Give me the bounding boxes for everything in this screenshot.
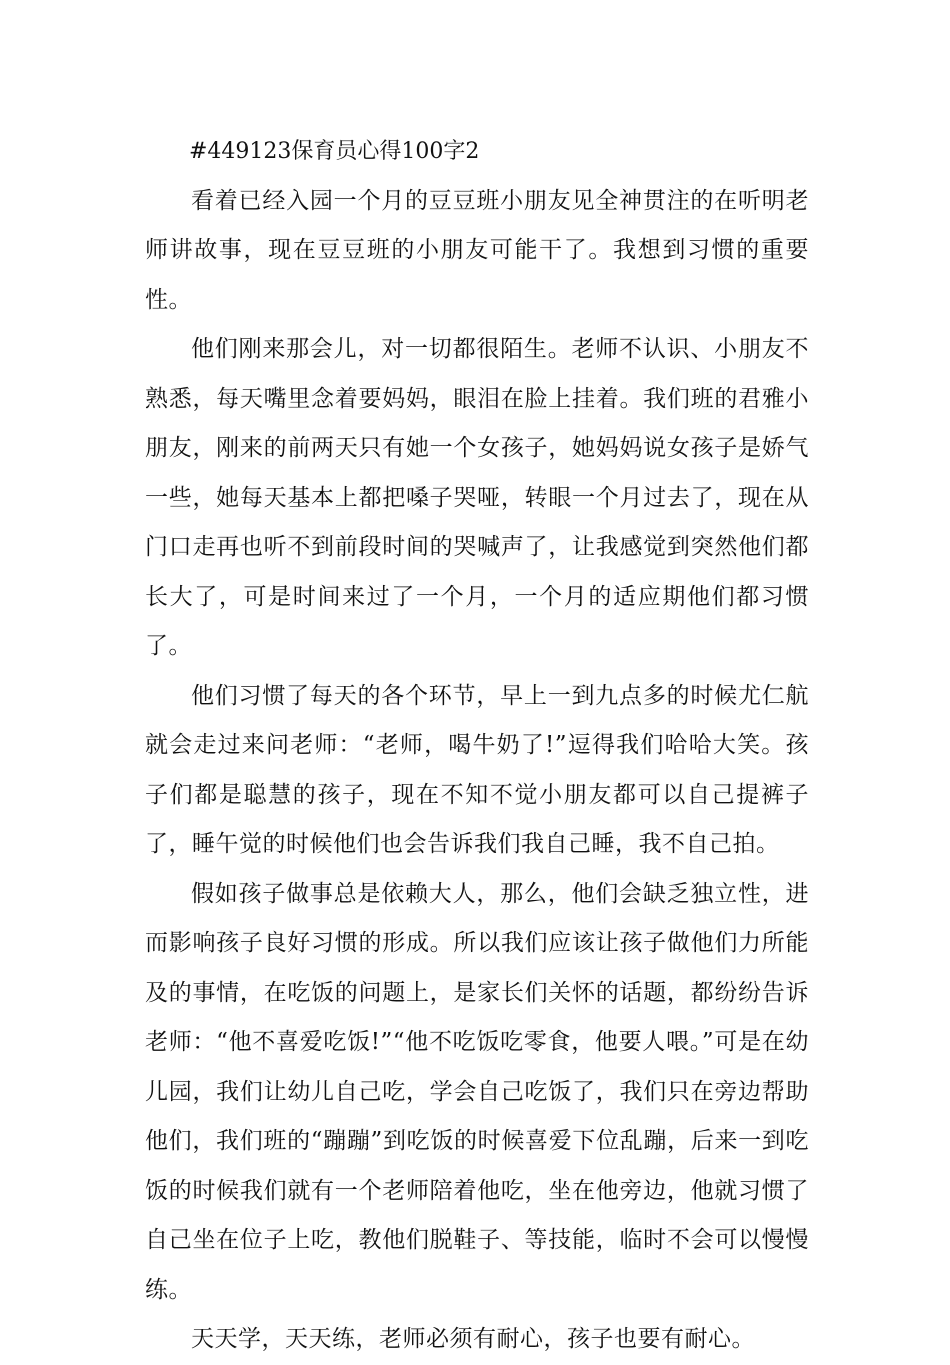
paragraph-3: 他们习惯了每天的各个环节，早上一到九点多的时候尤仁航就会走过来问老师：“老师，喝牛奶了!”逗得我们哈哈大笑。孩子们都是聪慧的孩子，现在不知不觉小朋友都可以自己提裤子了，睡午觉的时候他们也会告诉我们我自己睡，我不自己拍。 [145, 682, 809, 857]
paragraph-5: 天天学，天天练，老师必须有耐心，孩子也要有耐心。 [191, 1326, 755, 1352]
paragraph-4: 假如孩子做事总是依赖大人，那么，他们会缺乏独立性，进而影响孩子良好习惯的形成。所以我们应该让孩子做他们力所能及的事情，在吃饭的问题上，是家长们关怀的话题，都纷纷告诉老师：“他不喜爱吃饭!”“他不吃饭吃零食，他要人喂。”可是在幼儿园，我们让幼儿自己吃，学会自己吃饭了，我们只在旁边帮助他们，我们班的“蹦蹦”到吃饭的时候喜爱下位乱蹦，后来一到吃饭的时候我们就有一个老师陪着他吃，坐在他旁边，他就习惯了自己坐在位子上吃，教他们脱鞋子、等技能，临时不会可以慢慢练。 [145, 880, 809, 1303]
paragraph-2: 他们刚来那会儿，对一切都很陌生。老师不认识、小朋友不熟悉，每天嘴里念着要妈妈，眼泪在脸上挂着。我们班的君雅小朋友，刚来的前两天只有她一个女孩子，她妈妈说女孩子是娇气一些，她每天基本上都把嗓子哭哑，转眼一个月过去了，现在从门口走再也听不到前段时间的哭喊声了，让我感觉到突然他们都长大了，可是时间来过了一个月，一个月的适应期他们都习惯了。 [145, 336, 809, 659]
document-body [145, 127, 809, 1365]
paragraph-1: 看着已经入园一个月的豆豆班小朋友见全神贯注的在听明老师讲故事，现在豆豆班的小朋友可能干了。我想到习惯的重要性。 [145, 187, 809, 313]
document-title: #449123保育员心得100字2 [189, 139, 480, 164]
